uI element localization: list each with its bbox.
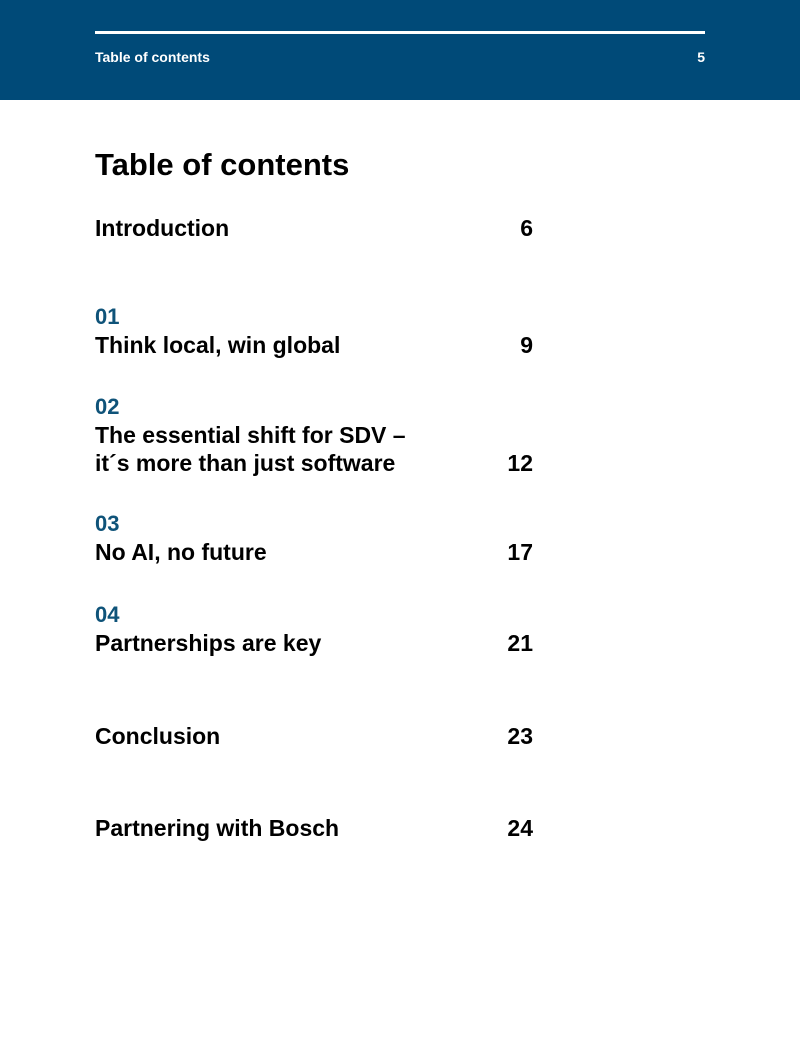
toc-row bbox=[95, 629, 535, 657]
toc-page-number: 17 bbox=[507, 539, 533, 565]
header-band bbox=[0, 0, 800, 100]
toc-entry-04[interactable] bbox=[95, 601, 535, 657]
toc-label-line: Conclusion bbox=[95, 723, 221, 749]
toc-chapter-number: 02 bbox=[95, 394, 120, 419]
toc-entry-01[interactable] bbox=[95, 303, 535, 359]
toc-label-line: Introduction bbox=[95, 215, 230, 241]
toc-label bbox=[95, 331, 475, 359]
toc-label-line: it´s more than just software bbox=[95, 450, 396, 476]
toc-label bbox=[95, 814, 475, 842]
toc-label bbox=[95, 421, 475, 477]
toc-entry-02[interactable] bbox=[95, 393, 535, 477]
toc-entry-introduction[interactable] bbox=[95, 214, 535, 242]
toc-entry-partnering-with-bosch[interactable] bbox=[95, 814, 535, 842]
toc-label-line: The essential shift for SDV – bbox=[95, 422, 406, 448]
toc-label bbox=[95, 629, 475, 657]
toc-label bbox=[95, 538, 475, 566]
toc-row bbox=[95, 538, 535, 566]
header-rule bbox=[95, 31, 705, 34]
page-title: Table of contents bbox=[95, 147, 350, 182]
toc-page-number: 21 bbox=[507, 630, 533, 656]
toc-page-number: 12 bbox=[507, 450, 533, 476]
toc-row bbox=[95, 722, 535, 750]
toc-page-number: 9 bbox=[520, 332, 533, 358]
toc-chapter-number: 01 bbox=[95, 304, 120, 329]
toc-label-line: Partnering with Bosch bbox=[95, 815, 340, 841]
toc-row bbox=[95, 421, 535, 477]
toc-page-number: 24 bbox=[507, 815, 533, 841]
toc-chapter-number: 03 bbox=[95, 511, 120, 536]
toc-page-number: 23 bbox=[507, 723, 533, 749]
toc-page-number: 6 bbox=[520, 215, 533, 241]
toc-label-line: No AI, no future bbox=[95, 539, 267, 565]
header-page-number: 5 bbox=[697, 49, 705, 65]
toc-label bbox=[95, 214, 475, 242]
toc-label bbox=[95, 722, 475, 750]
toc-row bbox=[95, 214, 535, 242]
toc-entry-03[interactable] bbox=[95, 510, 535, 566]
toc-chapter-number: 04 bbox=[95, 602, 120, 627]
toc-row bbox=[95, 331, 535, 359]
header-section-title: Table of contents bbox=[95, 49, 210, 65]
toc-row bbox=[95, 814, 535, 842]
toc-label-line: Think local, win global bbox=[95, 332, 341, 358]
toc-entry-conclusion[interactable] bbox=[95, 722, 535, 750]
toc-label-line: Partnerships are key bbox=[95, 630, 322, 656]
